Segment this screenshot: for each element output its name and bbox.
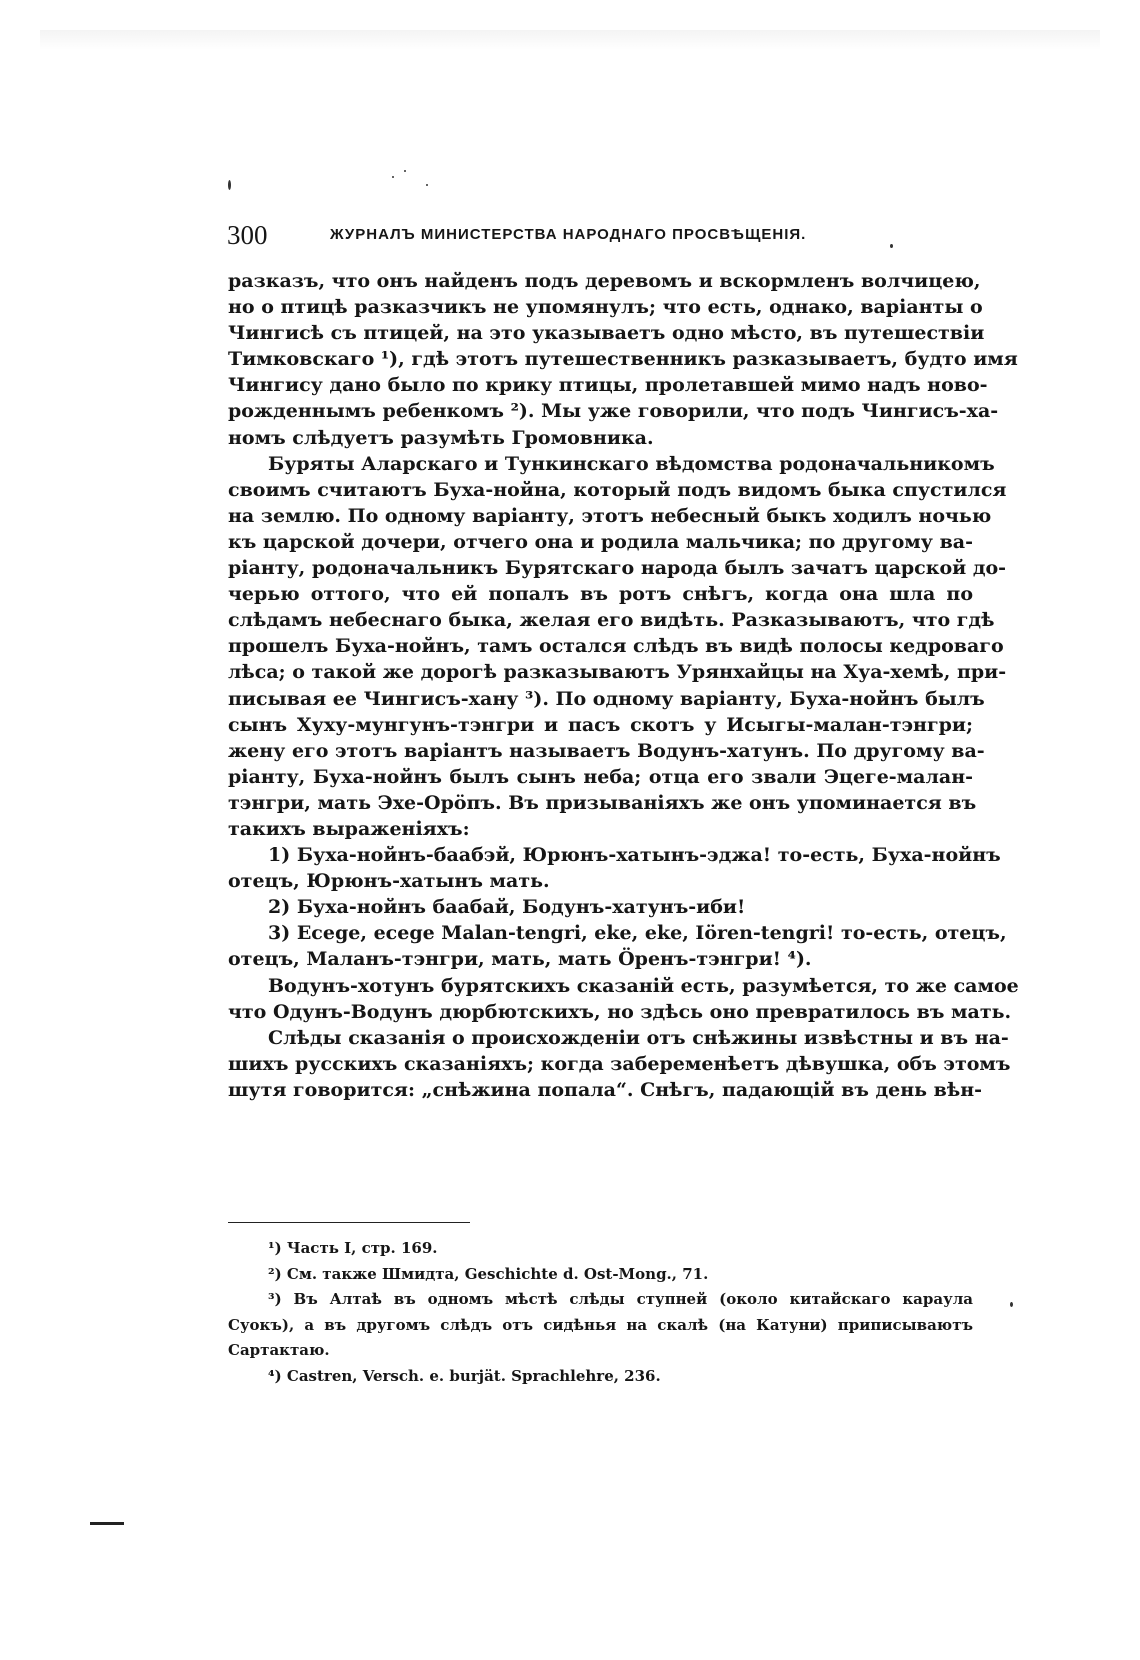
main-text: [228, 268, 1019, 1103]
text-line: Буряты Аларскаго и Тункинскаго вѣдомства родоначальникомъ: [268, 452, 995, 475]
text-line: Слѣды сказанія о происхожденіи отъ снѣжины извѣстны и въ на-: [268, 1026, 1009, 1049]
text-line: Чингису дано было по крику птицы, пролетавшей мимо надъ ново-: [228, 374, 988, 397]
text-line: что Одунъ-Водунъ дюрбютскихъ, но здѣсь оно превратилось въ мать.: [228, 1000, 1012, 1023]
text-line: жену его этотъ варіантъ называетъ Водунъ-хатунъ. По другому ва-: [228, 739, 985, 762]
text-line: прошелъ Буха-нойнъ, тамъ остался слѣдъ въ видѣ полосы кедроваго: [228, 635, 1004, 658]
footnotes: [228, 1236, 973, 1389]
footnote-line: ⁴) Castren, Versch. e. burjät. Sprachlehre, 236.: [268, 1366, 661, 1385]
footnote-line: Сартактаю.: [228, 1341, 330, 1359]
text-line: шутя говорится: „снѣжина попала“. Снѣгъ, падающій въ день вѣн-: [228, 1078, 983, 1101]
footnote-line: ³) Въ Алтаѣ въ одномъ мѣстѣ слѣды ступней (около китайскаго караула: [268, 1290, 973, 1308]
footnote-line: ¹) Часть I, стр. 169.: [268, 1239, 438, 1257]
text-line: шихъ русскихъ сказаніяхъ; когда забеременѣетъ дѣвушка, объ этомъ: [228, 1052, 1011, 1075]
footnote-line: ²) См. также Шмидта, Geschichte d. Ost-Mong., 71.: [268, 1264, 709, 1283]
text-line: 3) Ecege, ecege Malan-tengri, eke, eke, Iören-tengri! то-есть, отецъ,: [268, 922, 1007, 945]
footnote-rule: [228, 1222, 470, 1223]
text-line: рожденнымъ ребенкомъ ²). Мы уже говорили, что подъ Чингисъ-ха-: [228, 400, 999, 423]
text-line: писывая ее Чингисъ-хану ³). По одному варіанту, Буха-нойнъ былъ: [228, 687, 985, 710]
scan-speck: [404, 170, 406, 172]
footnote-line: Суокъ), а въ другомъ слѣдъ отъ сидѣнья на скалѣ (на Катуни) приписываютъ: [228, 1315, 973, 1334]
text-line: на землю. По одному варіанту, этотъ небесный быкъ ходилъ ночью: [228, 504, 992, 527]
text-line: слѣдамъ небеснаго быка, желая его видѣть. Разказываютъ, что гдѣ: [228, 609, 995, 632]
scan-speck: [1010, 1302, 1013, 1307]
scan-speck: [228, 180, 231, 190]
text-line: сынъ Хуху-мунгунъ-тэнгри и пасъ скотъ у Исыгы-малан-тэнгри;: [228, 713, 973, 736]
running-head: ЖУРНАЛЪ МИНИСТЕРСТВА НАРОДНАГО ПРОСВѢЩЕНІЯ.: [330, 226, 807, 243]
text-line: Водунъ-хотунъ бурятскихъ сказаній есть, разумѣется, то же самое: [268, 974, 1019, 997]
scan-edge-shadow: [40, 30, 1100, 50]
text-line: Чингисѣ съ птицей, на это указываетъ одно мѣсто, въ путешествіи: [228, 322, 985, 345]
text-line: тэнгри, мать Эхе-Орöпъ. Въ призываніяхъ же онъ упоминается въ: [228, 791, 977, 814]
text-line: отецъ, Маланъ-тэнгри, мать, мать Öренъ-тэнгри! ⁴).: [228, 948, 812, 971]
text-line: ріанту, родоначальникъ Бурятскаго народа былъ зачатъ царской до-: [228, 557, 1007, 580]
text-line: но о птицѣ разказчикъ не упомянулъ; что есть, однако, варіанты о: [228, 296, 983, 319]
text-line: такихъ выраженіяхъ:: [228, 817, 470, 840]
text-line: черью оттого, что ей попалъ въ ротъ снѣгъ, когда она шла по: [228, 583, 973, 606]
text-line: лѣса; о такой же дорогѣ разказываютъ Урянхайцы на Хуа-хемѣ, при-: [228, 661, 1007, 684]
text-line: 2) Буха-нойнъ баабай, Бодунъ-хатунъ-иби!: [268, 896, 746, 919]
text-line: разказъ, что онъ найденъ подъ деревомъ и вскормленъ волчицею,: [228, 270, 981, 292]
text-line: Тимковскаго ¹), гдѣ этотъ путешественникъ разказываетъ, будто имя: [228, 348, 1018, 371]
scan-speck: [426, 184, 428, 186]
text-line: номъ слѣдуетъ разумѣть Громовника.: [228, 426, 654, 449]
text-line: къ царской дочери, отчего она и родила мальчика; по другому ва-: [228, 530, 973, 553]
page-number: 300: [227, 220, 268, 250]
scan-speck: [392, 176, 394, 178]
text-line: 1) Буха-нойнъ-баабэй, Юрюнъ-хатынъ-эджа! то-есть, Буха-нойнъ: [268, 844, 1001, 867]
text-line: своимъ считаютъ Буха-нойна, который подъ видомъ быка спустился: [228, 478, 1007, 501]
text-line: отецъ, Юрюнъ-хатынъ мать.: [228, 870, 550, 893]
text-line: ріанту, Буха-нойнъ былъ сынъ неба; отца его звали Эцеге-малан-: [228, 765, 973, 788]
margin-mark: [90, 1522, 124, 1525]
scan-speck: [890, 244, 893, 248]
